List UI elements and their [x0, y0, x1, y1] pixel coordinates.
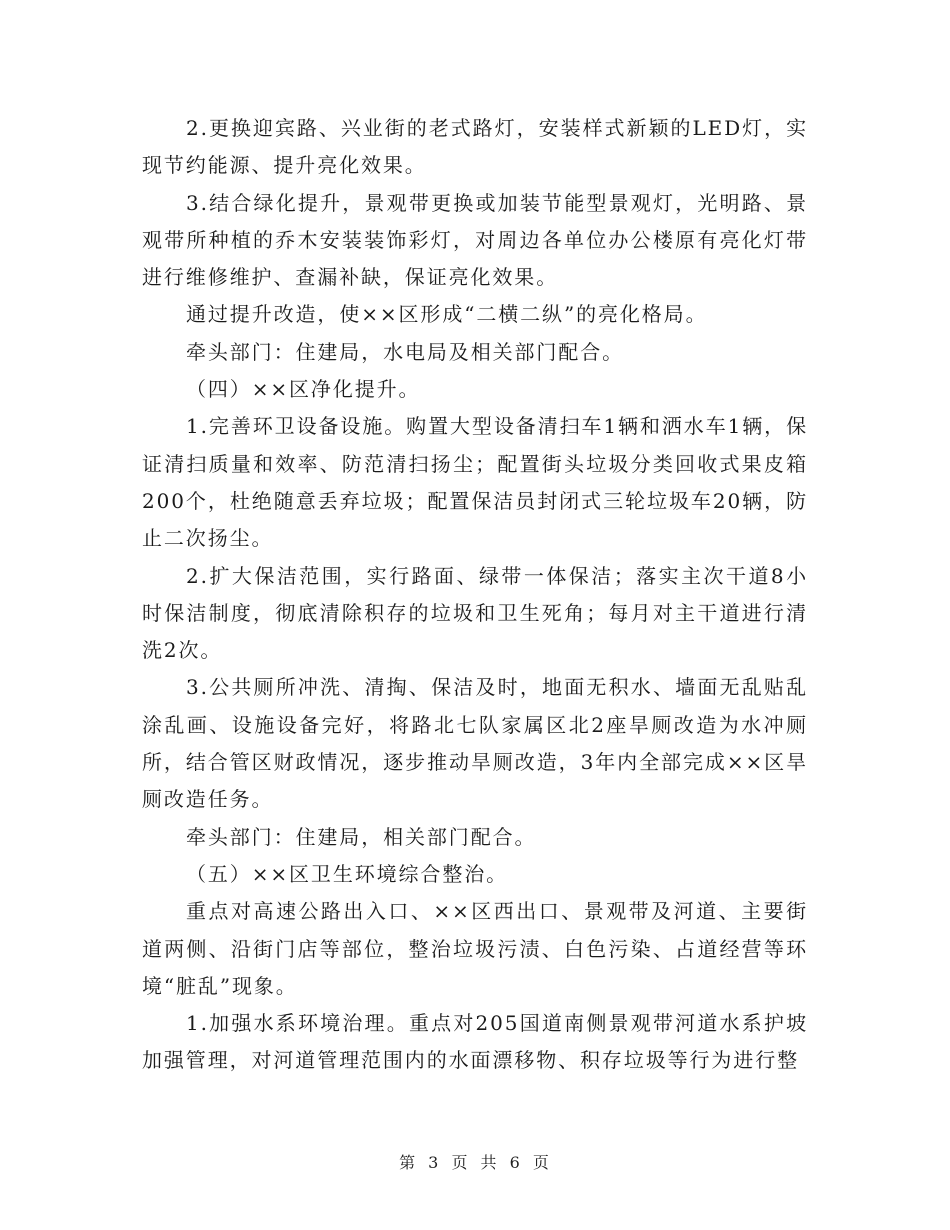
paragraph-water-system: 1.加强水系环境治理。重点对205国道南侧景观带河道水系护坡加强管理，对河道管理范围内的水面漂移物、积存垃圾等行为进行整 — [142, 1011, 808, 1073]
paragraph-streetlight-replacement: 2.更换迎宾路、兴业街的老式路灯，安装样式新颖的LED灯，实现节约能源、提升亮化效果。 — [142, 116, 808, 178]
paragraph-cleaning-scope: 2.扩大保洁范围，实行路面、绿带一体保洁；落实主次干道8小时保洁制度，彻底清除积存的垃圾和卫生死角；每月对主干道进行清洗2次。 — [142, 563, 808, 663]
paragraph-landscape-lighting: 3.结合绿化提升，景观带更换或加装节能型景观灯，光明路、景观带所种植的乔木安装装饰彩灯，对周边各单位办公楼原有亮化灯带进行维修维护、查漏补缺，保证亮化效果。 — [142, 190, 808, 290]
section-heading-sanitation: （五）××区卫生环境综合整治。 — [186, 861, 509, 886]
document-body — [142, 110, 808, 1080]
paragraph-lighting-pattern: 通过提升改造，使××区形成“二横二纵”的亮化格局。 — [186, 302, 708, 327]
paragraph-lead-department-purification: 牵头部门：住建局，相关部门配合。 — [186, 824, 537, 849]
paragraph-sanitation-equipment: 1.完善环卫设备设施。购置大型设备清扫车1辆和洒水车1辆，保证清扫质量和效率、防范清扫扬尘；配置街头垃圾分类回收式果皮箱200个，杜绝随意丢弃垃圾；配置保洁员封闭式三轮垃圾车20辆，防止二次扬尘。 — [142, 414, 808, 551]
section-heading-purification: （四）××区净化提升。 — [186, 377, 421, 402]
paragraph-key-areas: 重点对高速公路出入口、××区西出口、景观带及河道、主要街道两侧、沿街门店等部位，整治垃圾污渍、白色污染、占道经营等环境“脏乱”现象。 — [142, 899, 808, 998]
paragraph-public-toilets: 3.公共厕所冲洗、清掏、保洁及时，地面无积水、墙面无乱贴乱涂乱画、设施设备完好，将路北七队家属区北2座旱厕改造为水冲厕所，结合管区财政情况，逐步推动旱厕改造，3年内全部完成××区旱厕改造任务。 — [142, 675, 808, 812]
page-number-footer: 第 3 页 共 6 页 — [399, 1153, 551, 1172]
paragraph-lead-department-lighting: 牵头部门：住建局，水电局及相关部门配合。 — [186, 339, 624, 364]
